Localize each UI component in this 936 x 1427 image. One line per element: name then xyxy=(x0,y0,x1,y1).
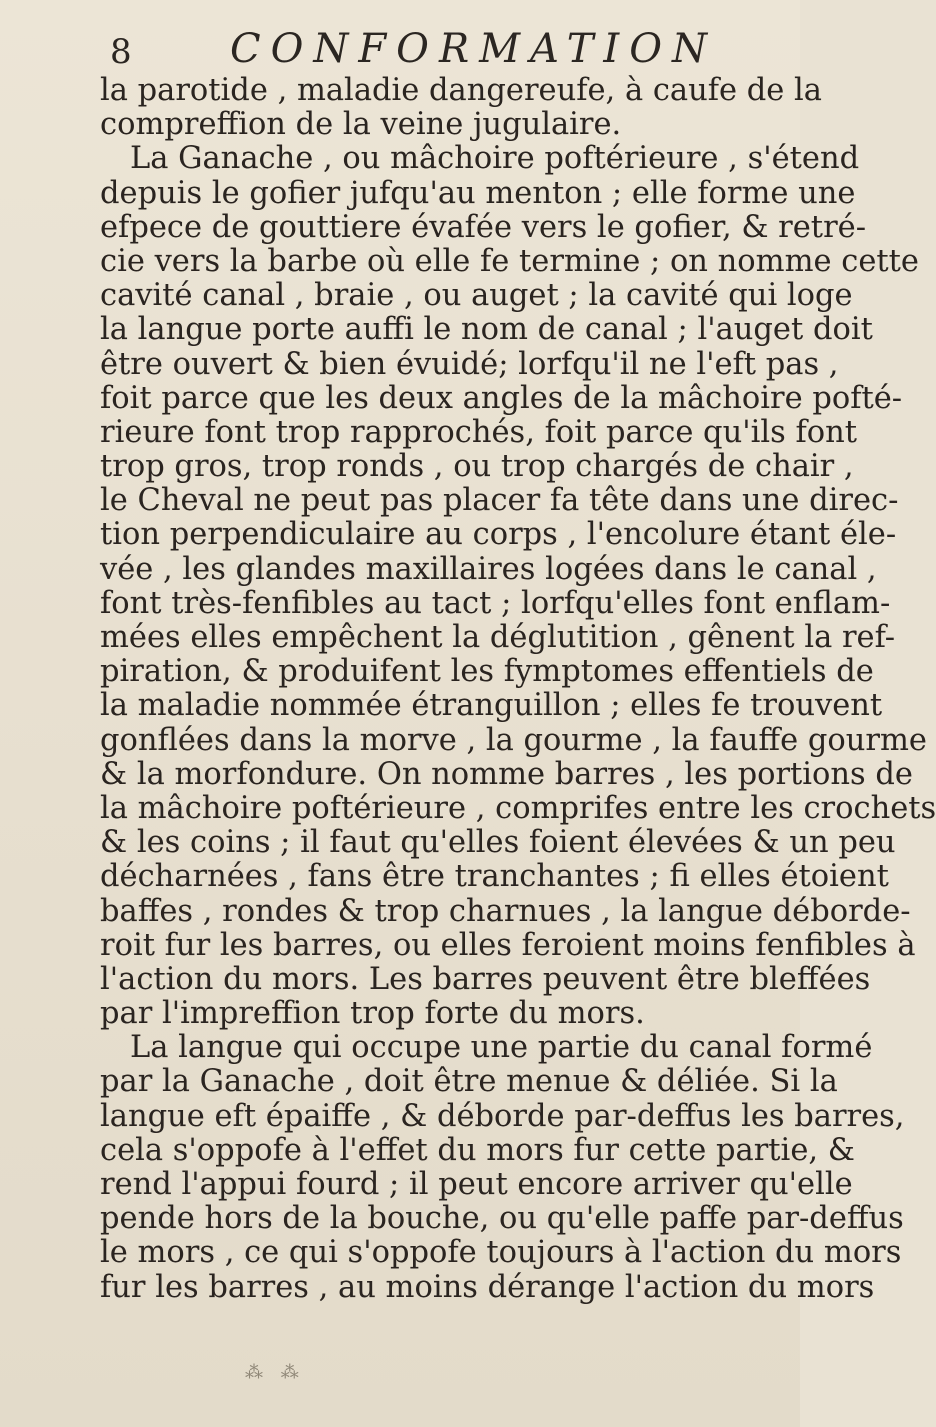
text-line: le Cheval ne peut pas placer fa tête dans une direc- xyxy=(100,483,899,519)
text-line: foit parce que les deux angles de la mâchoire pofté- xyxy=(100,380,903,416)
text-line: rend l'appui fourd ; il peut encore arriver qu'elle xyxy=(100,1167,853,1202)
text-line: être ouvert & bien évuidé; lorfqu'il ne l'eft pas , xyxy=(100,346,839,382)
text-line: La Ganache , ou mâchoire poftérieure , s'étend xyxy=(130,141,860,177)
text-line: font très-fenfibles au tact ; lorfqu'elles font enflam- xyxy=(100,585,891,621)
text-line: l'action du mors. Les barres peuvent être bleffées xyxy=(100,961,871,997)
text-line: la maladie nommée étranguillon ; elles fe trouvent xyxy=(100,688,883,724)
text-line: & la morfondure. On nomme barres , les portions de xyxy=(100,756,913,792)
text-line: roit fur les barres, ou elles feroient moins fenfibles à xyxy=(100,927,916,963)
page-number: 8 xyxy=(110,32,132,72)
text-line: La langue qui occupe une partie du canal formé xyxy=(130,1030,873,1066)
text-line: gonflées dans la morve , la gourme , la fauffe gourme xyxy=(100,722,927,758)
text-line: par la Ganache , doit être menue & déliée. Si la xyxy=(100,1064,838,1100)
text-line: par l'impreffion trop forte du mors. xyxy=(100,996,645,1032)
text-line: la parotide , maladie dangereufe, à caufe de la xyxy=(100,73,822,108)
text-line: décharnées , fans être tranchantes ; fi elles étoient xyxy=(100,859,889,895)
text-line: cie vers la barbe où elle fe termine ; on nomme cette xyxy=(100,243,919,279)
text-line: efpece de gouttiere évafée vers le gofier, & retré- xyxy=(100,209,866,245)
text-line: baffes , rondes & trop charnues , la langue déborde- xyxy=(100,893,911,929)
text-line: trop gros, trop ronds , ou trop chargés de chair , xyxy=(100,449,854,485)
text-line: cela s'oppofe à l'effet du mors fur cette partie, & xyxy=(100,1132,855,1168)
text-line: depuis le gofier jufqu'au menton ; elle forme une xyxy=(100,175,856,211)
text-line: fur les barres , au moins dérange l'action du mors xyxy=(100,1269,875,1305)
text-line: & les coins ; il faut qu'elles foient élevées & un peu xyxy=(100,825,896,861)
text-line: mées elles empêchent la déglutition , gênent la ref- xyxy=(100,620,896,655)
text-line: la mâchoire poftérieure , comprifes entre les crochets xyxy=(100,790,936,826)
running-title: CONFORMATION xyxy=(230,26,717,72)
text-line: vée , les glandes maxillaires logées dans le canal , xyxy=(100,551,877,587)
text-line: rieure font trop rapprochés, foit parce qu'ils font xyxy=(100,414,858,450)
text-line: langue eft épaiffe , & déborde par-deffus les barres, xyxy=(100,1098,905,1134)
text-line: cavité canal , braie , ou auget ; la cavité qui loge xyxy=(100,278,853,314)
text-line: piration, & produifent les fymptomes effentiels de xyxy=(100,654,874,690)
text-line: pende hors de la bouche, ou qu'elle paffe par-deffus xyxy=(100,1201,904,1237)
text-line: tion perpendiculaire au corps , l'encolure étant éle- xyxy=(100,517,897,553)
text-line: le mors , ce qui s'oppofe toujours à l'action du mors xyxy=(100,1235,902,1271)
text-line: la langue porte auffi le nom de canal ; l'auget doit xyxy=(100,312,873,348)
bleed-through-ornament: ⁂ ⁂ xyxy=(245,1362,305,1383)
text-line: compreffion de la veine jugulaire. xyxy=(100,107,622,143)
body-text xyxy=(100,73,936,1305)
